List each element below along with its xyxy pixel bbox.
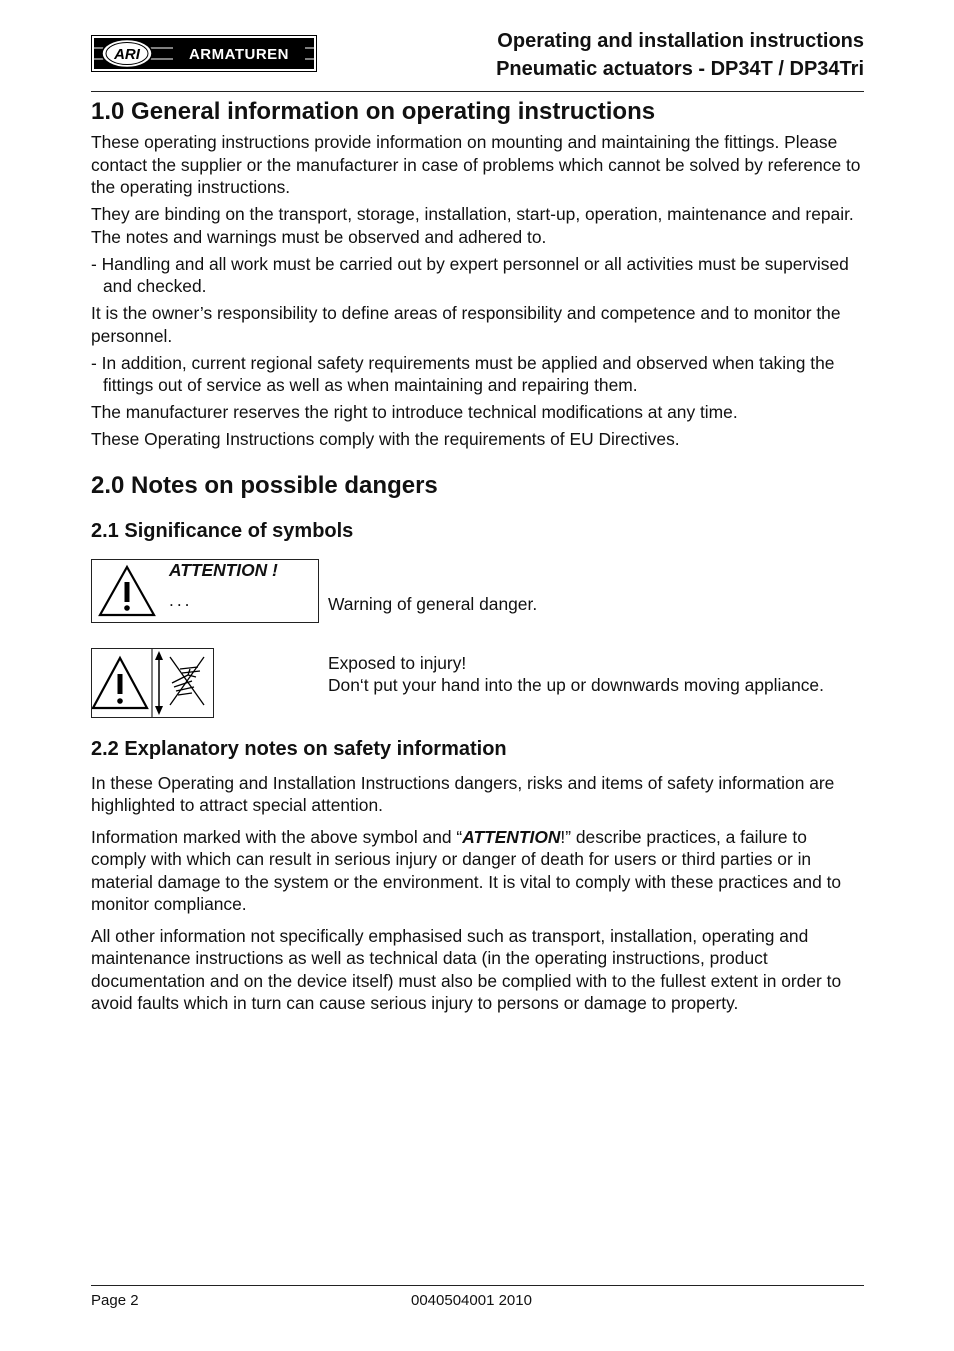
injury-symbol-box: [91, 648, 214, 718]
injury-warning-line-2: Don‘t put your hand into the up or downwards moving appliance.: [328, 675, 824, 695]
svg-text:ARI: ARI: [114, 46, 140, 63]
svg-text:ARMATUREN: ARMATUREN: [188, 46, 290, 63]
section-1-heading: 1.0 General information on operating instructions: [91, 98, 656, 125]
attention-symbol-box: [91, 559, 319, 623]
section-1-bullet-1: - Handling and all work must be carried out by expert personnel or all activities must be supervised and checked.: [91, 253, 849, 296]
up-down-arrow-icon: [155, 651, 163, 715]
section-2-1-heading: 2.1 Significance of symbols: [91, 519, 354, 542]
section-1-paragraph-2b: The notes and warnings must be observed and adhered to.: [91, 226, 547, 247]
section-1-bullet-2: - In addition, current regional safety requirements must be applied and observed when taking the fittings out of service as well as when maintaining and repairing them.: [91, 352, 835, 395]
paragraph-2-rest: !” describe practices, a failure to comply with which can result in serious injury or danger of death for users or third parties or in material damage to the system or the environment. It is vital to comply with these practices and to monitor compliance.: [91, 826, 842, 914]
injury-symbol-row: [91, 648, 864, 720]
warning-triangle-icon: [97, 564, 157, 618]
attention-symbol-row: [91, 559, 864, 623]
attention-dots: ...: [169, 589, 193, 610]
attention-label: ATTENTION !: [169, 559, 278, 580]
warning-triangle-icon: [93, 658, 147, 708]
general-danger-text: Warning of general danger.: [328, 593, 538, 614]
paragraph-2-lead: Information marked with the above symbol and “: [91, 826, 463, 847]
footer-divider: [91, 1285, 864, 1286]
section-1-paragraph-2a: They are binding on the transport, storage, installation, start-up, operation, maintenance and repair.: [91, 204, 854, 224]
section-2-2-paragraph-1: In these Operating and Installation Instructions dangers, risks and items of safety information are highlighted to attract special attention.: [91, 772, 835, 815]
section-1-paragraph-1: These operating instructions provide information on mounting and maintaining the fittings. Please contact the supplier or the manufacturer in case of problems which cannot be solved by reference to the operating instructions.: [91, 132, 861, 197]
document-title: [496, 27, 864, 83]
section-2-heading: 2.0 Notes on possible dangers: [91, 471, 438, 499]
no-hands-icon: [170, 657, 204, 705]
document-title-line-1: Operating and installation instructions: [497, 30, 864, 52]
section-2-2-paragraph-2: [91, 826, 864, 916]
injury-warning-line-1: Exposed to injury!: [328, 652, 467, 673]
section-2-2-heading: 2.2 Explanatory notes on safety information: [91, 737, 507, 760]
section-1-paragraph-3: It is the owner’s responsibility to define areas of responsibility and competence and to monitor the personnel.: [91, 303, 841, 346]
attention-inline-label: ATTENTION: [462, 826, 561, 847]
header-divider: [91, 91, 864, 92]
section-1-paragraph-5: These Operating Instructions comply with the requirements of EU Directives.: [91, 429, 680, 449]
document-number: 0040504001 2010: [411, 1292, 532, 1309]
injury-warning-text: [328, 652, 848, 697]
document-title-line-2: Pneumatic actuators - DP34T / DP34Tri: [496, 58, 864, 80]
main-content: [91, 95, 864, 1015]
page-number: Page 2: [91, 1292, 139, 1309]
page-header: [91, 27, 864, 91]
ari-armaturen-logo: [91, 35, 317, 72]
section-1-paragraph-4: The manufacturer reserves the right to introduce technical modifications at any time.: [91, 402, 738, 422]
section-2-2-paragraph-3: All other information not specifically emphasised such as transport, installation, operating and maintenance instructions as well as technical data (in the operating instructions, product documentation and on the device itself) must also be complied with to the fullest extent in order to avoid faults which in turn can cause serious injury to persons or damage to property.: [91, 925, 842, 1013]
